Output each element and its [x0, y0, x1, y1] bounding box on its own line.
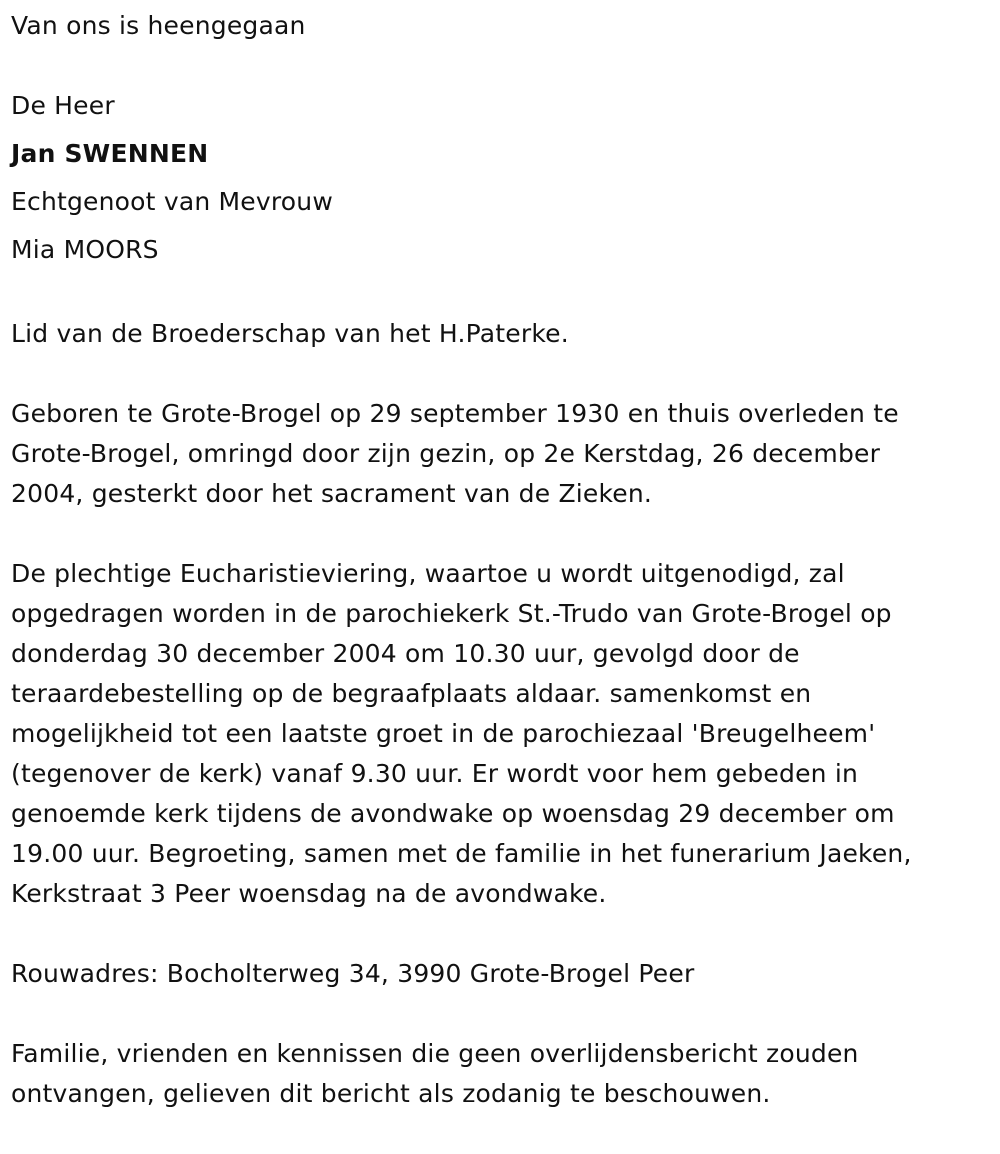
paragraph-line: Geboren te Grote-Brogel op 29 september 1930 en thuis overleden te	[11, 399, 899, 428]
obituary-notice	[11, 6, 986, 1154]
paragraph-line: donderdag 30 december 2004 om 10.30 uur, gevolgd door de	[11, 639, 800, 668]
title-prefix: De Heer	[11, 91, 115, 120]
paragraph-line: 19.00 uur. Begroeting, samen met de familie in het funerarium Jaeken,	[11, 839, 912, 868]
membership-text: Lid van de Broederschap van het H.Paterke.	[11, 319, 569, 348]
spouse-label: Echtgenoot van Mevrouw	[11, 187, 333, 216]
birth-death-paragraph	[11, 394, 986, 514]
paragraph-line: opgedragen worden in de parochiekerk St.-Trudo van Grote-Brogel op	[11, 599, 892, 628]
paragraph-line: Grote-Brogel, omringd door zijn gezin, op 2e Kerstdag, 26 december	[11, 439, 881, 468]
paragraph-line: ontvangen, gelieven dit bericht als zodanig te beschouwen.	[11, 1079, 771, 1108]
paragraph-line: genoemde kerk tijdens de avondwake op woensdag 29 december om	[11, 799, 895, 828]
paragraph-line: teraardebestelling op de begraafplaats aldaar. samenkomst en	[11, 679, 812, 708]
paragraph-line: mogelijkheid tot een laatste groet in de parochiezaal 'Breugelheem'	[11, 719, 876, 748]
intro-text: Van ons is heengegaan	[11, 11, 306, 40]
membership-paragraph	[11, 314, 986, 354]
paragraph-line: (tegenover de kerk) vanaf 9.30 uur. Er wordt voor hem gebeden in	[11, 759, 859, 788]
spouse-name: Mia MOORS	[11, 235, 159, 264]
paragraph-line: 2004, gesterkt door het sacrament van de Zieken.	[11, 479, 653, 508]
ceremony-paragraph	[11, 554, 986, 914]
paragraph-line: Kerkstraat 3 Peer woensdag na de avondwake.	[11, 879, 607, 908]
intro-block	[11, 6, 986, 46]
deceased-block	[11, 82, 986, 274]
deceased-name: Jan SWENNEN	[11, 139, 209, 168]
address-paragraph	[11, 954, 986, 994]
paragraph-line: Familie, vrienden en kennissen die geen overlijdensbericht zouden	[11, 1039, 859, 1068]
mourning-address: Rouwadres: Bocholterweg 34, 3990 Grote-Brogel Peer	[11, 959, 695, 988]
paragraph-line: De plechtige Eucharistieviering, waartoe u wordt uitgenodigd, zal	[11, 559, 845, 588]
closing-paragraph	[11, 1034, 986, 1114]
